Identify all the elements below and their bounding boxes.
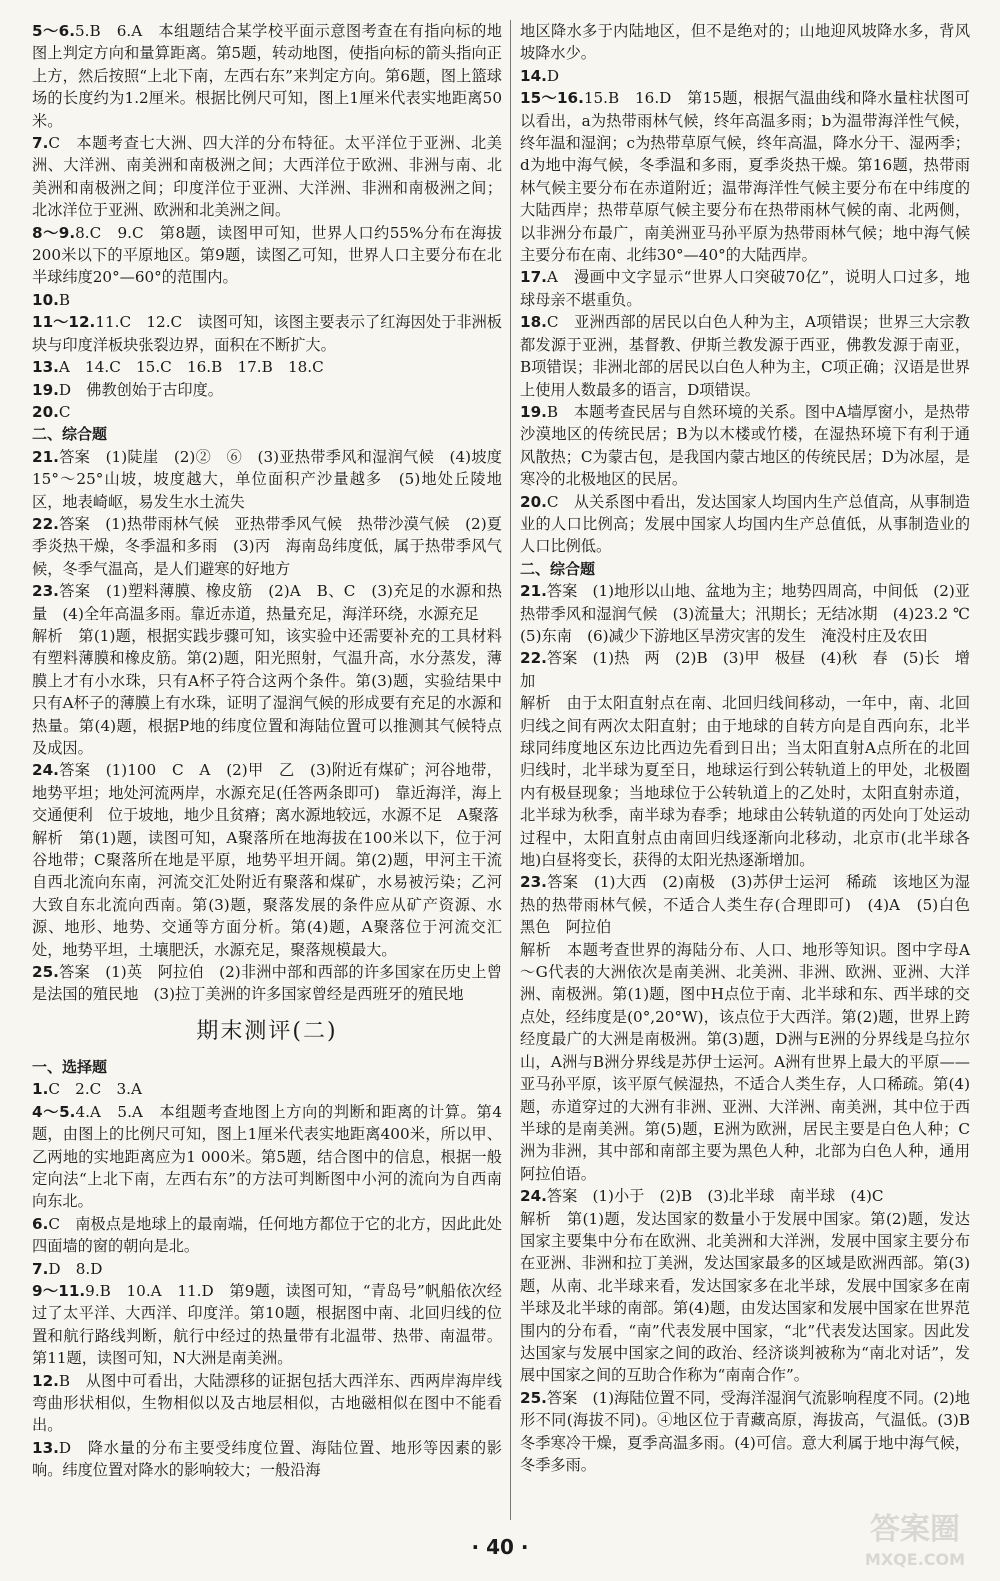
question-number: 21. bbox=[32, 447, 59, 466]
answer-entry bbox=[32, 20, 502, 132]
answer-entry bbox=[32, 625, 502, 759]
answer-text: C 南极点是地球上的最南端，任何地方都位于它的北方，因此此处四面墙的窗的朝向是北。 bbox=[32, 1214, 502, 1256]
question-number: 25. bbox=[520, 1388, 547, 1407]
left-column bbox=[32, 20, 502, 1482]
question-number: 14. bbox=[520, 66, 547, 85]
section-heading: 一、选择题 bbox=[32, 1057, 108, 1076]
answer-entry bbox=[520, 491, 970, 558]
answer-text: 答案 (1)大西 (2)南极 (3)苏伊士运河 稀疏 该地区为湿热的热带雨林气候，不适合人类生存(合理即可) (4)A (5)白色 黑色 阿拉伯 bbox=[520, 873, 986, 937]
question-number: 13. bbox=[32, 358, 59, 377]
answer-text: B 本题考查民居与自然环境的关系。图中A墙厚窗小，是热带沙漠地区的传统民居；B为以木楼或竹楼，在湿热环境下有利于通风散热；C为蒙古包，是我国内蒙古地区的传统民居；D为冰屋，是寒冷的北极地区的民居。 bbox=[520, 402, 970, 489]
question-number: 22. bbox=[520, 649, 547, 668]
question-number: 6. bbox=[32, 1214, 49, 1233]
question-number: 8～9. bbox=[32, 223, 76, 242]
answer-entry bbox=[32, 759, 502, 826]
answer-entry bbox=[32, 311, 502, 356]
answer-text: 答案 (1)小于 (2)B (3)北半球 南半球 (4)C bbox=[546, 1187, 884, 1206]
question-number: 15～16. bbox=[520, 89, 584, 108]
answer-text: B bbox=[58, 290, 71, 309]
answer-text: 答案 (1)英 阿拉伯 (2)非洲中部和西部的许多国家在历史上曾是法国的殖民地 (3)拉丁美洲的许多国家曾经是西班牙的殖民地 bbox=[32, 963, 502, 1004]
question-number: 19. bbox=[32, 380, 59, 399]
question-number: 13. bbox=[32, 1438, 59, 1457]
answer-entry bbox=[32, 1078, 502, 1100]
answer-text: 9.B 10.A 11.D 第9题，读图可知，“青岛号”帆船依次经过了太平洋、大西洋、印度洋。第10题，根据图中南、北回归线的位置和航行路线判断，航行中经过的热量带有北温带、热带、南温带。第11题，读图可知，N大洲是南美洲。 bbox=[32, 1281, 502, 1368]
answer-entry bbox=[32, 1213, 502, 1258]
right-column bbox=[520, 20, 986, 1476]
answer-text: D 降水量的分布主要受纬度位置、海陆位置、地形等因素的影响。纬度位置对降水的影响较大；一般沿海 bbox=[32, 1438, 502, 1480]
answer-entry bbox=[32, 1437, 502, 1482]
answer-text: C 从关系图中看出，发达国家人均国内生产总值高，从事制造业的人口比例高；发展中国家人均国内生产总值低，从事制造业的人口比例低。 bbox=[520, 492, 970, 556]
answer-text: A 漫画中文字显示“世界人口突破70亿”，说明人口过多，地球母亲不堪重负。 bbox=[520, 268, 970, 309]
answer-entry bbox=[520, 939, 970, 1185]
answer-entry bbox=[520, 20, 970, 65]
answer-entry bbox=[520, 401, 970, 491]
question-number: 24. bbox=[520, 1187, 547, 1206]
answer-entry bbox=[520, 311, 970, 401]
answer-entry bbox=[32, 446, 502, 513]
answer-entry bbox=[520, 266, 970, 311]
answer-entry bbox=[32, 289, 502, 311]
answer-entry bbox=[32, 401, 502, 423]
answer-text: 11.C 12.C 读图可知，该图主要表示了红海因处于非洲板块与印度洋板块张裂边界，面积在不断扩大。 bbox=[32, 313, 502, 354]
answer-text: 答案 (1)热带雨林气候 亚热带季风气候 热带沙漠气候 (2)夏季炎热干燥，冬季温和多雨 (3)丙 海南岛纬度低，属于热带季风气候，冬季气温高，是人们避寒的好地方 bbox=[32, 514, 502, 578]
answer-entry bbox=[32, 1280, 502, 1370]
answer-entry bbox=[520, 65, 970, 87]
answer-text: 答案 (1)海陆位置不同，受海洋湿润气流影响程度不同。(2)地形不同(海拔不同)。④地区位于青藏高原，海拔高，气温低。(3)B 冬季寒冷干燥，夏季高温多雨。(4)可信。意大利属于地中海气候，冬季多雨。 bbox=[520, 1388, 986, 1474]
question-number: 10. bbox=[32, 290, 59, 309]
answer-entry bbox=[520, 1387, 986, 1477]
question-number: 20. bbox=[520, 492, 547, 511]
answer-entry bbox=[32, 580, 502, 625]
answer-entry bbox=[32, 379, 502, 401]
answer-text: 答案 (1)陡崖 (2)② ⑥ (3)亚热带季风和湿润气候 (4)坡度15°～25°山坡，坡度越大，单位面积产沙量越多 (5)地处丘陵地区，地表崎岖，易发生水土流失 bbox=[32, 447, 502, 511]
question-number: 9～11. bbox=[32, 1281, 86, 1300]
answer-text: 5.B 6.A 本组题结合某学校平面示意图考查在有指向标的地图上判定方向和量算距离。第5题，转动地图，使指向标的箭头指向正上方，然后按照“上北下南，左西右东”来判定方向。第6题，图上篮球场的长度约为1.2厘米。根据比例尺可知，图上1厘米代表实地距离50米。 bbox=[32, 22, 502, 130]
answer-entry bbox=[520, 580, 986, 647]
answer-text: 解析 本题考查世界的海陆分布、人口、地形等知识。图中字母A～G代表的大洲依次是南美洲、北美洲、非洲、欧洲、亚洲、大洋洲、南极洲。第(1)题，图中H点位于南、北半球和东、西半球的交点处，经纬度是(0°,20°W)，该点位于大西洋。第(2)题，世界上跨经度最广的大洲是南极洲。第(3)题，D洲与E洲的分界线是乌拉尔山，A洲与B洲分界线是苏伊士运河。A洲有世界上最大的平原——亚马孙平原，该平原气候湿热，不适合人类生存，人口稀疏。第(4)题，赤道穿过的大洲有非洲、亚洲、大洋洲、南美洲，其中位于西半球的是南美洲。第(5)题，E洲为欧洲，居民主要是白色人种；C洲为非洲，其中部和南部主要为黑色人种，北部为白色人种，通用阿拉伯语。 bbox=[520, 940, 970, 1183]
answer-text: 答案 (1)热 两 (2)B (3)甲 极昼 (4)秋 春 (5)长 增加 bbox=[520, 649, 970, 690]
answer-entry bbox=[32, 1370, 502, 1437]
question-number: 7. bbox=[32, 1259, 49, 1278]
answer-text: D 佛教创始于古印度。 bbox=[58, 380, 223, 399]
watermark-line1: 答案圈 bbox=[870, 1512, 960, 1547]
question-number: 25. bbox=[32, 963, 59, 982]
answer-text: C 亚洲西部的居民以白色人种为主，A项错误；世界三大宗教都发源于亚洲，基督教、伊斯兰教发源于西亚，佛教发源于南亚，B项错误；非洲北部的居民以白色人种为主，C项正确；汉语是世界上使用人数最多的语言，D项错误。 bbox=[520, 313, 970, 399]
section-heading: 二、综合题 bbox=[520, 559, 596, 578]
question-number: 23. bbox=[32, 582, 59, 601]
question-number: 7. bbox=[32, 134, 49, 153]
question-number: 22. bbox=[32, 514, 59, 533]
watermark-logo bbox=[840, 1505, 990, 1575]
question-number: 19. bbox=[520, 402, 547, 421]
answer-text: 答案 (1)塑料薄膜、橡皮筋 (2)A B、C (3)充足的水源和热量 (4)全年高温多雨。靠近赤道，热量充足，海洋环绕，水源充足 bbox=[32, 582, 502, 623]
answer-entry bbox=[32, 961, 502, 1006]
answer-text: 4.A 5.A 本组题考查地图上方向的判断和距离的计算。第4题，由图上的比例尺可知，图上1厘米代表实地距离400米，所以甲、乙两地的实地距离应为1 000米。第5题，结合图中的信息，根据一般定向法“上北下南，左西右东”的方法可判断图中小河的流向为自西南向东北。 bbox=[32, 1102, 502, 1211]
question-number: 11～12. bbox=[32, 313, 96, 332]
question-number: 21. bbox=[520, 582, 547, 601]
answer-entry bbox=[520, 692, 970, 871]
question-number: 18. bbox=[520, 313, 547, 332]
answer-text: 地区降水多于内陆地区，但不是绝对的；山地迎风坡降水多，背风坡降水少。 bbox=[520, 22, 970, 63]
answer-entry bbox=[32, 1258, 502, 1280]
answer-entry bbox=[32, 513, 502, 580]
page-number: · 40 · bbox=[471, 1535, 529, 1559]
answer-text: 8.C 9.C 第8题，读图甲可知，世界人口约55%分布在海拔200米以下的平原地区。第9题，读图乙可知，世界人口主要分布在北半球纬度20°—60°的范围内。 bbox=[32, 223, 502, 287]
answer-entry bbox=[520, 1185, 970, 1207]
column-divider bbox=[510, 20, 511, 1520]
answer-entry bbox=[32, 827, 502, 961]
answer-text: C 本题考查七大洲、四大洋的分布特征。太平洋位于亚洲、北美洲、大洋洲、南美洲和南极洲之间；大西洋位于欧洲、非洲与南、北美洲和南极洲之间；印度洋位于亚洲、大洋洲、非洲和南极洲之间；北冰洋位于亚洲、欧洲和北美洲之间。 bbox=[32, 134, 502, 220]
section-heading: 二、综合题 bbox=[32, 425, 108, 444]
answer-text: 答案 (1)地形以山地、盆地为主；地势四周高，中间低 (2)亚热带季风和湿润气候 (3)流量大；汛期长；无结冰期 (4)23.2 ℃ (5)东南 (6)减少下游地区旱涝灾害的发生 淹没村庄及农田 bbox=[520, 582, 986, 645]
watermark-line2: MXQE.COM bbox=[864, 1550, 966, 1569]
question-number: 17. bbox=[520, 268, 547, 287]
answer-entry bbox=[520, 87, 970, 266]
answer-entry bbox=[520, 1208, 970, 1387]
answer-text: C bbox=[58, 402, 71, 421]
answer-text: B 从图中可看出，大陆漂移的证据包括大西洋东、西两岸海岸线弯曲形状相似，生物相似以及古地层相似，古地磁相似在图中不能看出。 bbox=[32, 1371, 502, 1435]
answer-entry bbox=[32, 222, 502, 289]
answer-entry bbox=[32, 132, 502, 222]
answer-entry bbox=[32, 356, 502, 378]
answer-entry bbox=[520, 647, 970, 692]
question-number: 24. bbox=[32, 761, 59, 780]
answer-text: 15.B 16.D 第15题，根据气温曲线和降水量柱状图可以看出，a为热带雨林气候，终年高温多雨；b为温带海洋性气候，终年温和湿润；c为热带草原气候，终年高温，降水分干、湿两季；d为地中海气候，冬季温和多雨，夏季炎热干燥。第16题，热带雨林气候主要分布在赤道附近；温带海洋性气候主要分布在中纬度的大陆西岸；热带草原气候主要分布在热带雨林气候的南、北两侧，以非洲分布最广，南美洲亚马孙平原为热带雨林气候；地中海气候主要分布在南、北纬30°—40°的大陆西岸。 bbox=[520, 89, 970, 265]
answer-text: 答案 (1)100 C A (2)甲 乙 (3)附近有煤矿；河谷地带，地势平坦；地处河流两岸，水源充足(任答两条即可) 靠近海洋，海上交通便利 位于坡地，地少且贫瘠；离水源地较远，水源不足 A聚落 bbox=[32, 761, 502, 825]
answer-text: D bbox=[546, 66, 560, 85]
section-title: 期末测评(二) bbox=[196, 1018, 338, 1044]
answer-text: 解析 第(1)题，读图可知，A聚落所在地海拔在100米以下，位于河谷地带；C聚落所在地是平原，地势平坦开阔。第(2)题，甲河主干流自西北流向东南，河流交汇处附近有聚落和煤矿，水易被污染；乙河大致自东北流向西南。第(3)题，聚落发展的条件应从矿产资源、水源、地形、地势、交通等方面分析。第(4)题，A聚落位于河流交汇处，地势平坦，土壤肥沃，水源充足，聚落规模最大。 bbox=[32, 828, 502, 959]
answer-text: A 14.C 15.C 16.B 17.B 18.C bbox=[58, 358, 324, 377]
question-number: 20. bbox=[32, 402, 59, 421]
answer-text: 解析 第(1)题，发达国家的数量小于发展中国家。第(2)题，发达国家主要集中分布在欧洲、北美洲和大洋洲，发展中国家主要分布在亚洲、非洲和拉丁美洲，发达国家最多的区域是欧洲西部。第(3)题，从南、北半球来看，发达国家多在北半球，发展中国家多在南半球及北半球的南部。第(4)题，由发达国家和发展中国家在世界范围内的分布看，“南”代表发展中国家，“北”代表发达国家。因此发达国家与发展中国家之间的政治、经济谈判被称为“南北对话”，发展中国家之间的互助合作称为“南南合作”。 bbox=[520, 1209, 970, 1385]
answer-entry bbox=[32, 1101, 502, 1213]
answer-text: 解析 由于太阳直射点在南、北回归线间移动，一年中，南、北回归线之间有两次太阳直射；由于地球的自转方向是自西向东，北半球同纬度地区东边比西边先看到日出；当太阳直射A点所在的北回归线时，北半球为夏至日，地球运行到公转轨道上的甲处，北极圈内有极昼现象；当地球位于公转轨道上的乙处时，太阳直射赤道，北半球为秋季，南半球为春季；地球由公转轨道的丙处向丁处运动过程中，太阳直射点由南回归线逐渐向北移动，北京市(北半球各地)白昼将变长，获得的太阳光热逐渐增加。 bbox=[520, 694, 970, 870]
question-number: 4～5. bbox=[32, 1102, 76, 1121]
question-number: 5～6. bbox=[32, 22, 76, 40]
question-number: 23. bbox=[520, 873, 547, 892]
answer-text: 解析 第(1)题，根据实践步骤可知，该实验中还需要补充的工具材料有塑料薄膜和橡皮筋。第(2)题，阳光照射，气温升高，水分蒸发，薄膜上才有小水珠，只有A杯子符合这两个条件。第(3)题，实验结果中只有A杯子的薄膜上有水珠，证明了湿润气候的形成要有充足的水源和热量。第(4)题，根据P地的纬度位置和海陆位置可以推测其气候特点及成因。 bbox=[32, 626, 502, 757]
answer-text: D 8.D bbox=[48, 1259, 103, 1278]
question-number: 12. bbox=[32, 1371, 59, 1390]
question-number: 1. bbox=[32, 1080, 49, 1099]
answer-text: C 2.C 3.A bbox=[48, 1080, 142, 1099]
answer-entry bbox=[520, 871, 986, 938]
